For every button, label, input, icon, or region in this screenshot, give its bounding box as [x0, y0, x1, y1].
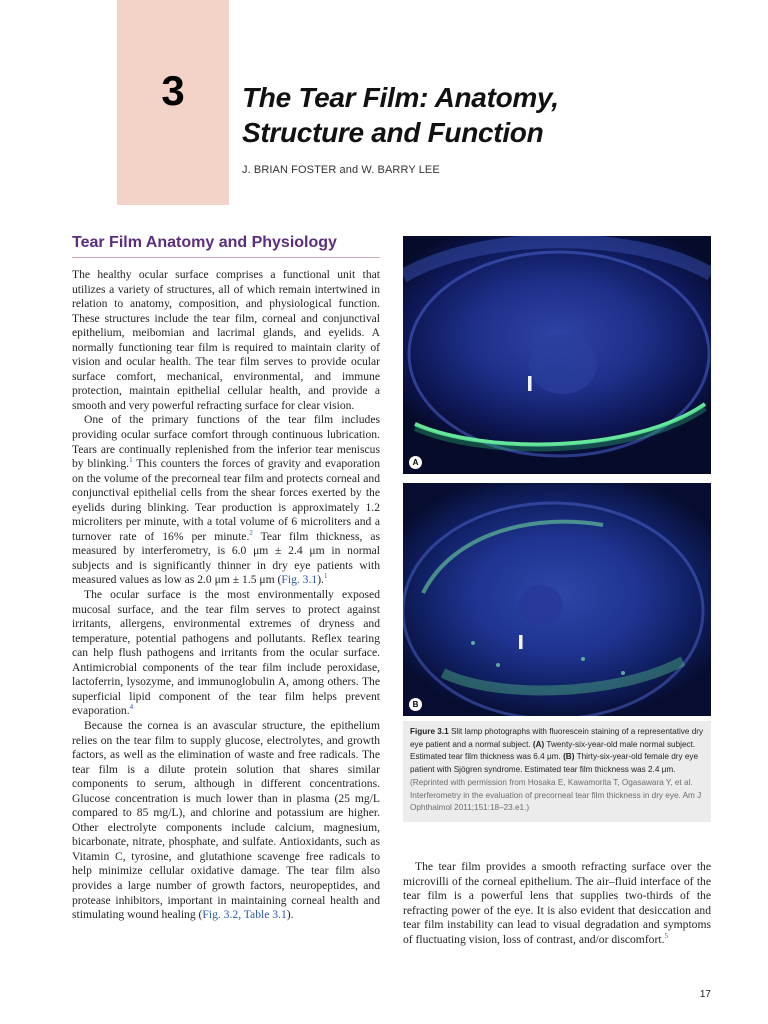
paragraph-3 [72, 588, 380, 719]
paragraph-right [403, 860, 711, 947]
caption-panel-a-text: Twenty-six-year-old male normal subject. Estimated tear film thickness was 6.4 μm. [410, 739, 696, 762]
chapter-title [242, 80, 742, 150]
paragraph-2-text-b: This counters the forces of gravity and evaporation on the volume of the precorneal tear film and protects corneal and conjunctival epithelial cells from the shear forces exerted by the eyelids during blinking. Tear production is approximately 1.2 microliters per minute, with a total volume of 6 microliters and a turnover rate of 16% per minute. [72, 457, 380, 543]
paragraph-4-end: ). [286, 908, 294, 922]
right-column-text [403, 860, 711, 947]
paragraph-4-text: Because the cornea is an avascular structure, the epithelium relies on the tear film to supply glucose, electrolytes, and growth factors, as well as the elimination of waste and free radicals. The tear film is a dilute protein solution that shares similar components to serum, although in different concentrations. Glucose concentration is much lower than in plasma (25 mg/L compared to 85 mg/L), and chlorine and potassium are higher. Other electrolyte components include calcium, magnesium, bicarbonate, nitrate, phosphate, and sulfate. Antioxidants, such as Vitamin C, tyrosine, and glutathione scavenge free radicals to help minimize cellular oxidative damage. The tear film also provides a large number of growth factors, neuropeptides, and protease inhibitors, important in maintaining corneal health and stimulating wound healing ( [72, 718, 380, 922]
caption-panel-a-label: (A) [532, 739, 545, 749]
figure-3-1-link[interactable]: Fig. 3.1 [281, 573, 318, 587]
citation-3[interactable]: 1 [323, 572, 328, 581]
chapter-title-line-1: The Tear Film: Anatomy, [242, 82, 559, 113]
section-divider [72, 257, 380, 258]
slit-lamp-photo-a [403, 236, 711, 474]
caption-panel-b-text: Thirty-six-year-old female dry eye patient with Sjögren syndrome. Estimated tear film thickness was 2.4 μm. [410, 752, 699, 775]
paragraph-2 [72, 413, 380, 588]
paragraph-2-text-c: Tear film thickness, as measured by interferometry, is 6.0 μm ± 2.4 μm in normal subjects and is significantly thinner in dry eye patients with measured values as low as 2.0 μm ± 1.5 μm ( [72, 529, 380, 587]
reference-separator: , [238, 908, 244, 922]
table-3-1-link[interactable]: Table 3.1 [243, 908, 287, 922]
caption-panel-b-label: (B) [563, 752, 575, 762]
photo-a-illustration [403, 236, 711, 474]
panel-label-b: B [409, 698, 422, 711]
caption-label: Figure 3.1 [410, 727, 449, 736]
paragraph-right-text: The tear film provides a smooth refracting surface over the microvilli of the corneal epithelium. The air–fluid interface of the tear film is a powerful lens that supplies two-thirds of the refracting power of the eye. It is also evident that desiccation and tear film instability can lead to visual degradation and symptoms of fluctuating vision, loss of contrast, and/or discomfort. [403, 860, 711, 946]
paragraph-1: The healthy ocular surface comprises a functional unit that utilizes a variety of structures, all of which remain intertwined in relation to anatomy, composition, and physiological function. These structures include the tear film, corneal and conjunctival epithelium, meibomian and lacrimal glands, and eyelids. A normally functioning tear film is required to maintain clarity of vision and ocular health. The tear film serves to provide ocular surface comfort, mechanical, environmental, and immune protection, maintain epithelial cellular health, and provide a smooth and very powerful refracting surface for clear vision. [72, 268, 380, 412]
paragraph-2-text-d: ). [317, 573, 324, 587]
photo-b-illustration [403, 483, 711, 716]
paragraph-3-text: The ocular surface is the most environmentally exposed mucosal surface, and the tear film serves to protect against irritants, allergens, environmental extremes of dryness and temperature, potential pathogens and pollutants. Reflex tearing can help flush pathogens and irritants from the ocular surface. Antimicrobial components of the tear film include peroxidase, lactoferrin, lysozyme, and immunoglobulin A, among others. The superficial lipid component of the tear film helps prevent evaporation. [72, 588, 380, 718]
figure-3-2-link[interactable]: Fig. 3.2 [202, 908, 239, 922]
figure-caption [410, 726, 707, 815]
section-heading: Tear Film Anatomy and Physiology [72, 234, 337, 251]
chapter-number: 3 [161, 67, 185, 114]
slit-lamp-photo-b [403, 483, 711, 716]
chapter-title-line-2: Structure and Function [242, 117, 544, 148]
citation-1[interactable]: 1 [129, 456, 133, 465]
caption-credit: (Reprinted with permission from Hosaka E, Kawamorita T, Ogasawara Y, et al. Interferometry in the evaluation of precorneal tear film thickness in dry eye. Am J Ophthalmol 2011;151:18–23.e1.) [410, 777, 702, 813]
citation-4[interactable]: 4 [129, 703, 134, 712]
caption-main: Slit lamp photographs with fluorescein staining of a representative dry eye patient and a normal subject. [410, 727, 704, 749]
left-column-text [72, 268, 380, 923]
chapter-authors: J. BRIAN FOSTER and W. BARRY LEE [242, 164, 440, 176]
citation-5[interactable]: 5 [664, 931, 668, 940]
page-number: 17 [699, 989, 711, 1000]
paragraph-2-text-a: One of the primary functions of the tear film includes providing ocular surface comfort through continuous lubrication. Tears are continually replenished from the inferior tear meniscus by blinking. [72, 413, 380, 471]
paragraph-4 [72, 719, 380, 923]
citation-2[interactable]: 2 [249, 528, 253, 537]
panel-label-a: A [409, 456, 422, 469]
